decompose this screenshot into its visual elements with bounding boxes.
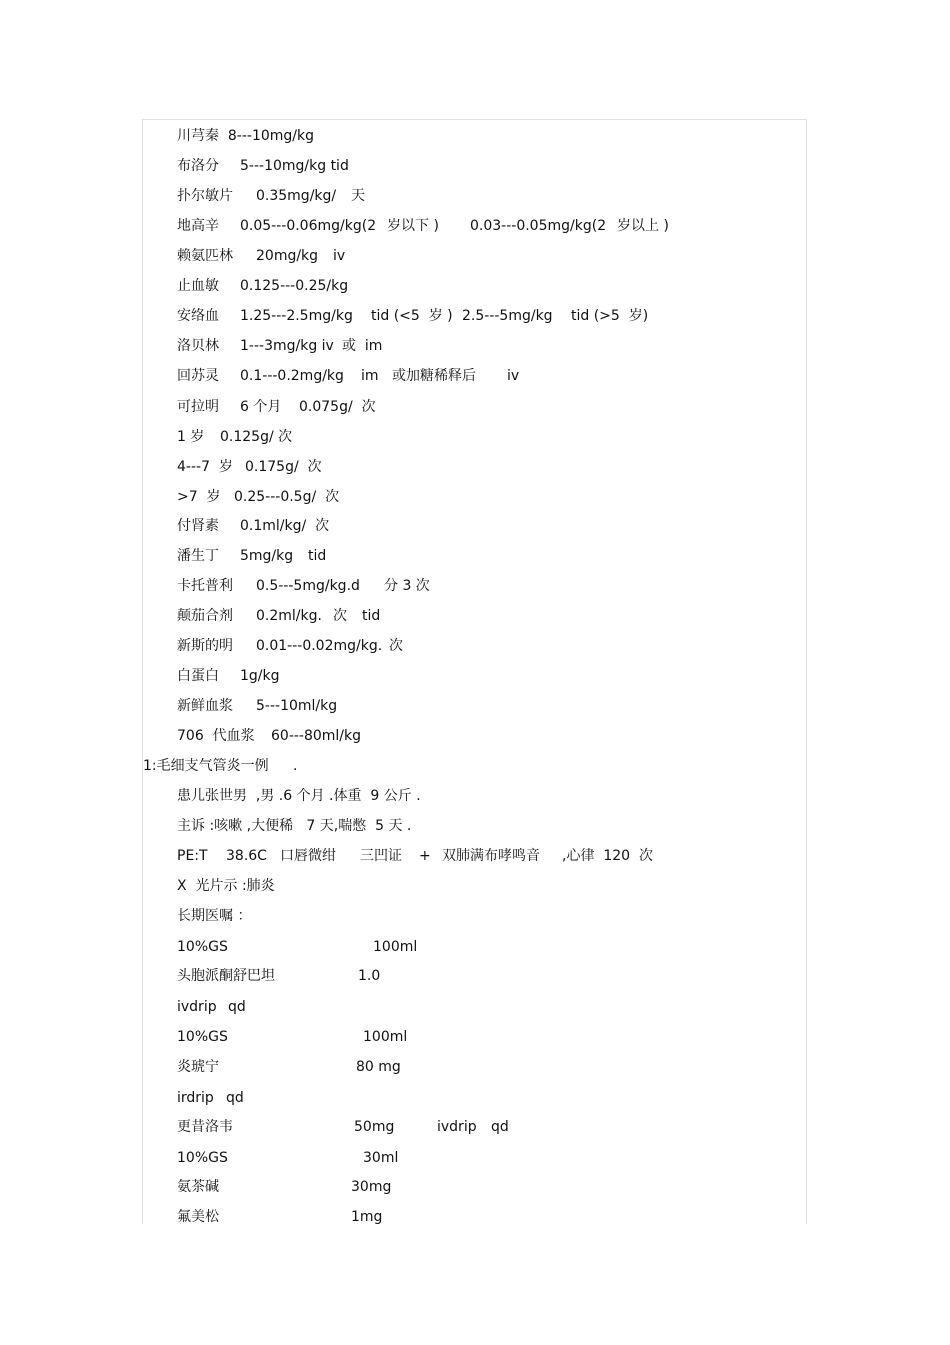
text-segment: 50mg (354, 1119, 395, 1135)
text-segment: 回苏灵 (177, 368, 219, 384)
text-segment: 新鲜血浆 (177, 698, 233, 714)
text-segment: tid (308, 548, 327, 564)
text-segment: 川芎秦 8---10mg/kg (177, 128, 315, 144)
text-segment: 20mg/kg (256, 248, 319, 264)
text-segment: 头胞派酮舒巴坦 (177, 968, 275, 984)
text-segment: 0.075g/ 次 (299, 399, 376, 415)
text-segment: 4---7 岁 (177, 459, 233, 475)
text-segment: 潘生丁 (177, 548, 219, 564)
text-segment: 6 个月 (240, 399, 282, 415)
text-segment: 或 im (342, 338, 383, 354)
text-segment: 止血敏 (177, 278, 219, 294)
text-segment: tid (<5 岁 ) (371, 308, 453, 324)
text-segment: 布洛分 (177, 158, 219, 174)
text-segment: 10%GS (177, 1029, 228, 1045)
text-segment: 长期医嘱 ： (177, 908, 252, 924)
text-segment: >7 岁 (177, 489, 221, 505)
text-segment: 10%GS (177, 1150, 228, 1166)
text-segment: . (293, 758, 298, 774)
text-segment: 分 3 次 (384, 578, 430, 594)
text-segment: tid (362, 608, 381, 624)
text-segment: 双肺满布哮鸣音 (442, 848, 540, 864)
text-segment: qd (491, 1119, 509, 1135)
text-segment: 0.1---0.2mg/kg (240, 368, 344, 384)
text-segment: 2.5---5mg/kg (462, 308, 553, 324)
text-segment: tid (>5 岁) (571, 308, 649, 324)
text-segment: 岁以下 ) (387, 218, 439, 234)
text-segment: 氨茶碱 (177, 1179, 219, 1195)
text-segment: 可拉明 (177, 399, 219, 415)
text-segment: + (419, 848, 431, 864)
text-segment: 30mg (351, 1179, 392, 1195)
text-segment: 洛贝林 (177, 338, 219, 354)
text-segment: 5---10mg/kg tid (240, 158, 349, 174)
text-segment: ,心律 120 次 (562, 848, 653, 864)
text-segment: 口唇微绀 (280, 848, 336, 864)
text-segment: 0.25---0.5g/ 次 (234, 489, 340, 505)
text-segment: 白蛋白 (177, 668, 219, 684)
text-segment: 或加糖稀释后 (392, 368, 476, 384)
text-segment: 天 (351, 188, 365, 204)
text-segment: 主诉 :咳嗽 ,大便稀 7 天,喘憋 5 天 . (177, 818, 412, 834)
text-segment: 10%GS (177, 939, 228, 955)
text-segment: 次 (389, 638, 403, 654)
text-segment: 1 岁 (177, 429, 205, 445)
text-segment: 5mg/kg (240, 548, 294, 564)
text-segment: 岁以上 ) (617, 218, 669, 234)
text-segment: 1:毛细支气管炎一例 (143, 758, 269, 774)
text-segment: 扑尔敏片 (177, 188, 233, 204)
text-segment: im (361, 368, 379, 384)
text-segment: 60---80ml/kg (271, 728, 362, 744)
text-segment: 0.5---5mg/kg.d (256, 578, 360, 594)
text-segment: PE:T (177, 848, 208, 864)
text-segment: 患儿张世男 ,男 .6 个月 .体重 9 公斤 . (177, 788, 421, 804)
text-segment: 100ml (363, 1029, 408, 1045)
text-segment: 80 mg (356, 1059, 401, 1075)
text-segment: 30ml (363, 1150, 399, 1166)
text-segment: ivdrip (437, 1119, 477, 1135)
text-segment: 三凹证 (360, 848, 402, 864)
text-segment: 付肾素 (177, 518, 219, 534)
text-segment: qd (228, 999, 246, 1015)
text-segment: 地高辛 (177, 218, 219, 234)
text-segment: 氟美松 (177, 1209, 219, 1225)
text-segment: 0.1ml/kg/ 次 (240, 518, 330, 534)
text-segment: 次 (333, 608, 347, 624)
text-segment: X 光片示 :肺炎 (177, 878, 275, 894)
text-segment: iv (507, 368, 520, 384)
text-segment: 0.125g/ 次 (220, 429, 293, 445)
text-segment: 1---3mg/kg iv (240, 338, 334, 354)
text-segment: iv (333, 248, 346, 264)
text-segment: 0.2ml/kg. (256, 608, 322, 624)
text-segment: 0.05---0.06mg/kg(2 (240, 218, 377, 234)
text-segment: 1.25---2.5mg/kg (240, 308, 353, 324)
text-segment: irdrip (177, 1090, 214, 1106)
text-segment: ivdrip (177, 999, 217, 1015)
text-segment: 38.6C (226, 848, 267, 864)
text-segment: 赖氨匹林 (177, 248, 233, 264)
text-segment: 1mg (351, 1209, 383, 1225)
text-segment: 0.35mg/kg/ (256, 188, 337, 204)
text-segment: 安络血 (177, 308, 219, 324)
text-segment: 1.0 (358, 968, 381, 984)
text-segment: 0.01---0.02mg/kg. (256, 638, 383, 654)
text-segment: 0.125---0.25/kg (240, 278, 349, 294)
text-segment: 100ml (373, 939, 418, 955)
text-segment: 0.175g/ 次 (245, 459, 322, 475)
text-segment: 0.03---0.05mg/kg(2 (470, 218, 607, 234)
text-segment: 706 代血浆 (177, 728, 255, 744)
text-segment: 颠茄合剂 (177, 608, 233, 624)
text-segment: qd (226, 1090, 244, 1106)
text-segment: 卡托普利 (177, 578, 233, 594)
text-segment: 5---10ml/kg (256, 698, 338, 714)
text-segment: 1g/kg (240, 668, 280, 684)
text-segment: 新斯的明 (177, 638, 233, 654)
text-segment: 炎琥宁 (177, 1059, 219, 1075)
text-segment: 更昔洛韦 (177, 1119, 233, 1135)
